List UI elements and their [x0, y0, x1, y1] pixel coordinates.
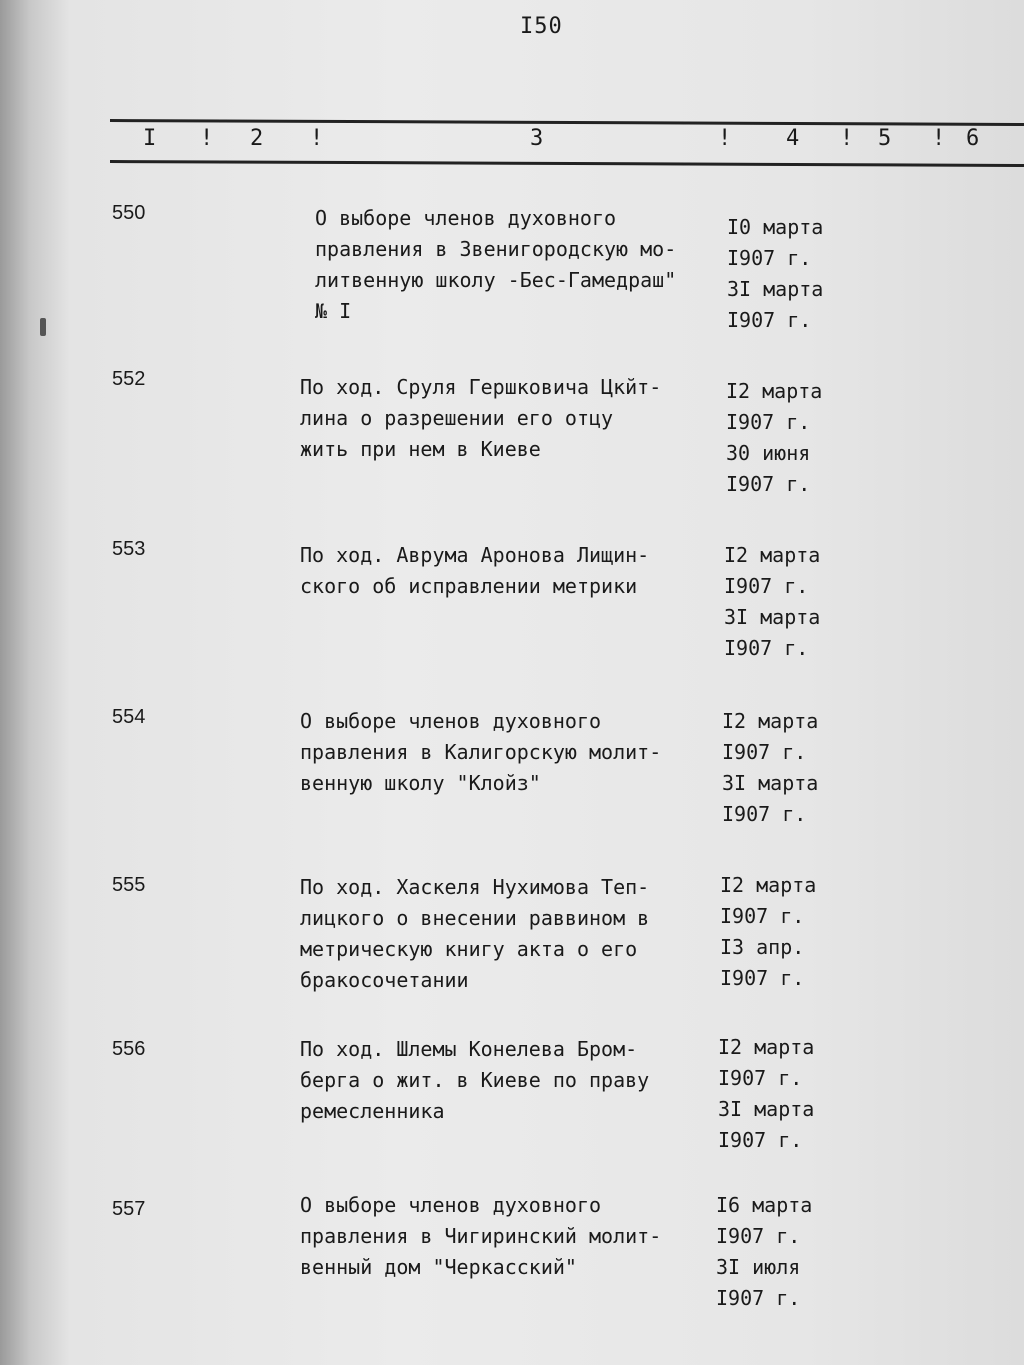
row-dates: I2 марта I907 г. 3I марта I907 г.	[724, 543, 821, 660]
row-number: 553	[112, 538, 146, 560]
column-6-header: 6	[966, 126, 980, 151]
row-dates: I2 марта I907 г. 3I марта I907 г.	[722, 709, 819, 826]
row-dates: I2 марта I907 г. 30 июня I907 г.	[726, 379, 823, 496]
row-title: По ход. Шлемы Конелева Бром- берга о жит. в Киеве по праву ремесленника	[300, 1037, 650, 1123]
table-header-top-rule	[110, 119, 1024, 126]
row-title: О выборе членов духовного правления в Чигиринский молит- венный дом "Черкасский"	[300, 1193, 662, 1279]
row-number: 550	[112, 202, 146, 224]
row-title: По ход. Сруля Гершковича Цкйт- лина о разрешении его отцу жить при нем в Киеве	[300, 375, 662, 461]
table-header-bottom-rule	[110, 160, 1024, 167]
column-separator: !	[310, 126, 324, 151]
binding-mark	[40, 318, 46, 336]
column-separator: !	[840, 126, 854, 151]
page-number: I50	[520, 14, 563, 39]
row-number: 557	[112, 1198, 146, 1220]
row-number: 554	[112, 706, 146, 728]
row-dates: I6 марта I907 г. 3I июля I907 г.	[716, 1193, 813, 1310]
row-number: 556	[112, 1038, 146, 1060]
column-4-header: 4	[786, 126, 800, 151]
row-number: 555	[112, 874, 146, 896]
row-title: О выборе членов духовного правления в Калигорскую молит- венную школу "Клойз"	[300, 709, 662, 795]
column-separator: !	[932, 126, 946, 151]
row-dates: I2 марта I907 г. 3I марта I907 г.	[718, 1035, 815, 1152]
row-dates: I0 марта I907 г. 3I марта I907 г.	[727, 215, 824, 332]
column-3-header: 3	[530, 126, 544, 151]
row-title: По ход. Аврума Аронова Лищин- ского об исправлении метрики	[300, 543, 650, 598]
column-5-header: 5	[878, 126, 892, 151]
row-title: По ход. Хаскеля Нухимова Теп- лицкого о внесении раввином в метрическую книгу акта о его бракосочетании	[300, 875, 650, 992]
row-number: 552	[112, 368, 146, 390]
column-2-header: 2	[250, 126, 264, 151]
column-separator: !	[200, 126, 214, 151]
row-title: О выборе членов духовного правления в Звенигородскую мо- литвенную школу -Бес-Гамедраш" № I	[315, 206, 677, 323]
column-1-header: I	[143, 126, 157, 151]
row-dates: I2 марта I907 г. I3 апр. I907 г.	[720, 873, 817, 990]
column-separator: !	[718, 126, 732, 151]
